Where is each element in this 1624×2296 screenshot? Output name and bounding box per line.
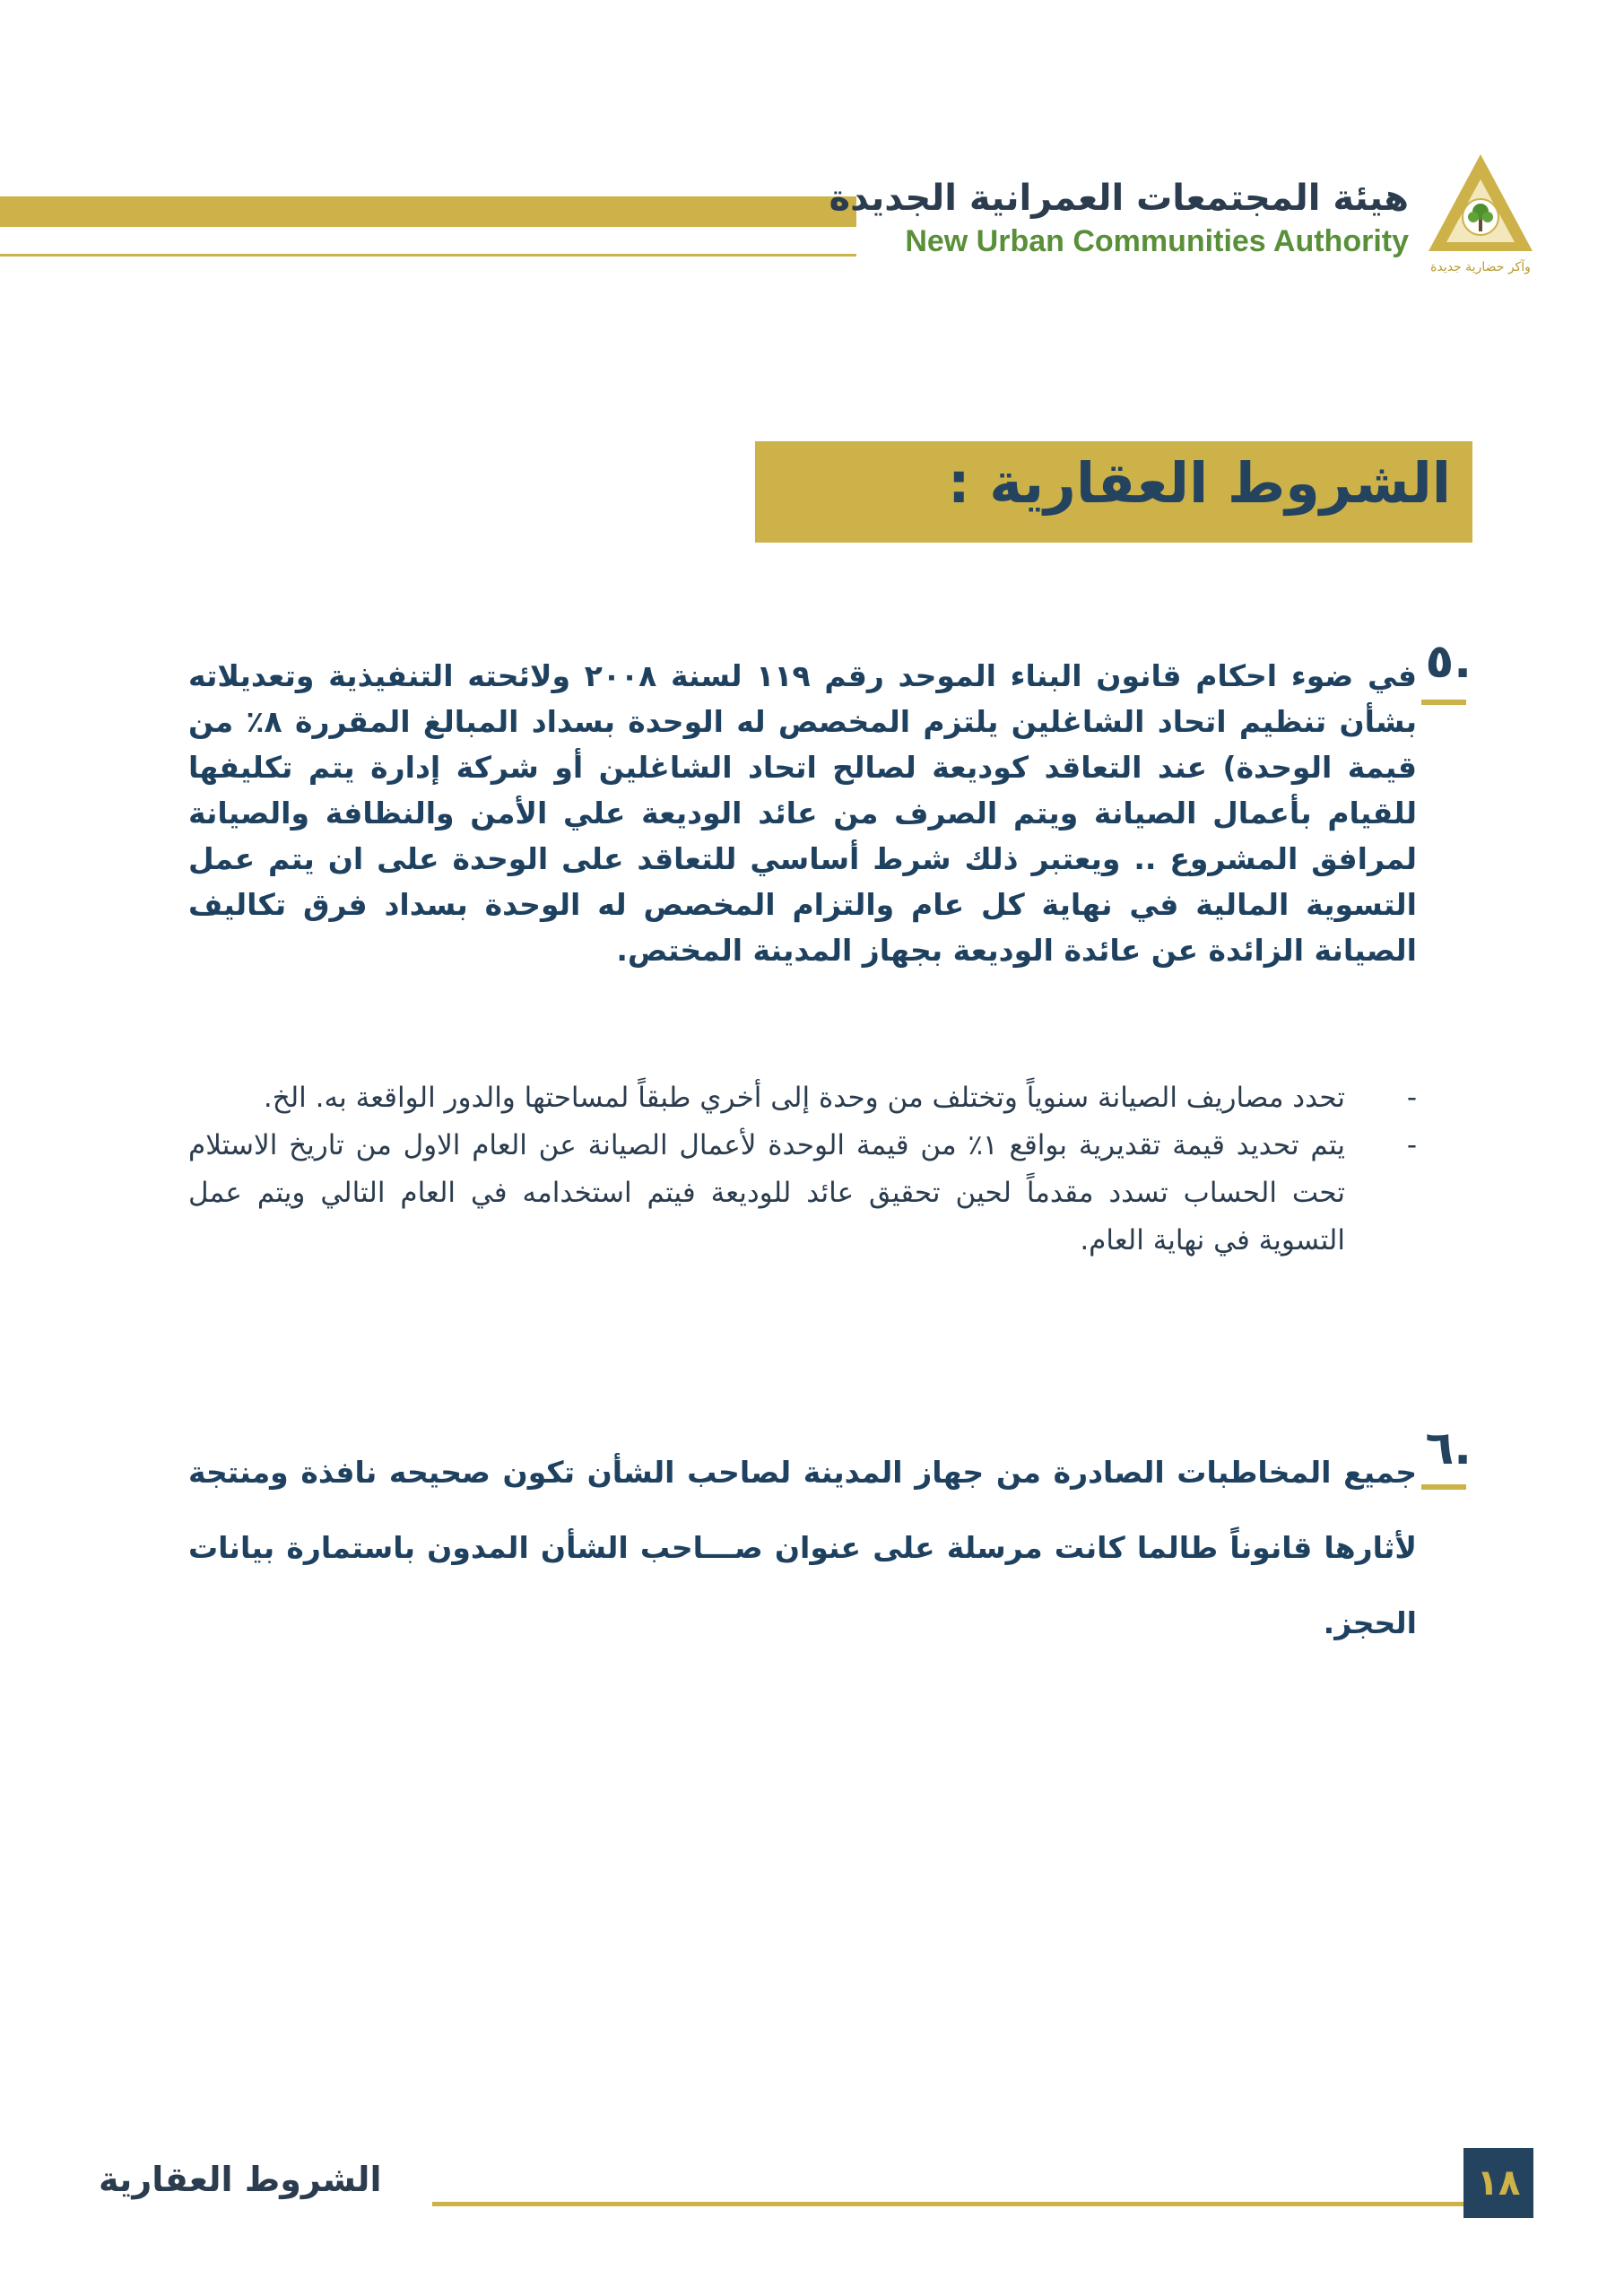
clause-number: .٥	[1425, 635, 1472, 689]
bullet-marker: -	[1406, 1129, 1417, 1161]
org-name-english: New Urban Communities Authority	[905, 224, 1409, 258]
bullet-marker: -	[1406, 1082, 1417, 1114]
header-gold-band	[0, 196, 856, 227]
bullet-text: تحدد مصاريف الصيانة سنوياً وتختلف من وحدة إلى أخري طبقاً لمساحتها والدور الواقعة به. الخ.	[263, 1082, 1345, 1114]
clause-number: .٦	[1425, 1422, 1472, 1475]
page-number: ١٨	[1463, 2148, 1533, 2218]
authority-logo	[1427, 152, 1534, 287]
section-title-box	[755, 441, 1472, 543]
footer-label: الشروط العقارية	[99, 2160, 382, 2199]
bullet-text: يتم تحديد قيمة تقديرية بواقع ١٪ من قيمة الوحدة لأعمال الصيانة عن العام الاول من تاريخ الاستلام تحت الحساب تسدد مقدماً لحين تحقيق عائد للوديعة فيتم استخدامه في العام التالي ويتم عمل التسوية في نهاية العام.	[188, 1129, 1345, 1257]
bullet-item	[188, 1122, 1417, 1265]
footer-line	[432, 2202, 1463, 2206]
section-title: الشروط العقارية :	[947, 450, 1451, 516]
bullet-list	[188, 1074, 1417, 1265]
clause-number-underline	[1421, 1484, 1466, 1490]
clause-text: جميع المخاطبات الصادرة من جهاز المدينة لصاحب الشأن تكون صحيحه نافذة ومنتجة لأثارها قانوناً طالما كانت مرسلة على عنوان صـــاحب الشأن المدون باستمارة بيانات الحجز.	[188, 1455, 1417, 1640]
clause-text: في ضوء احكام قانون البناء الموحد رقم ١١٩ لسنة ٢٠٠٨ ولائحته التنفيذية وتعديلاته بشأن تنظيم اتحاد الشاغلين يلتزم المخصص له الوحدة بسداد المبالغ المقررة ٨٪ من قيمة الوحدة) عند التعاقد كوديعة لصالح اتحاد الشاغلين أو شركة إدارة يتم تكليفها للقيام بأعمال الصيانة ويتم الصرف من عائد الوديعة علي الأمن والنظافة والصيانة لمرافق المشروع .. ويعتبر ذلك شرط أساسي للتعاقد على الوحدة على ان يتم عمل التسوية المالية في نهاية كل عام والتزام المخصص له الوحدة بسداد فرق تكاليف الصيانة الزائدة عن عائدة الوديعة بجهاز المدينة المختص.	[188, 658, 1417, 968]
bullet-item	[188, 1074, 1417, 1122]
clause-number-underline	[1421, 700, 1466, 705]
org-name-arabic: هيئة المجتمعات العمرانية الجديدة	[829, 178, 1409, 219]
logo-caption: وآكر حضارية جديدة	[1430, 260, 1531, 274]
header-thin-line	[0, 254, 856, 257]
